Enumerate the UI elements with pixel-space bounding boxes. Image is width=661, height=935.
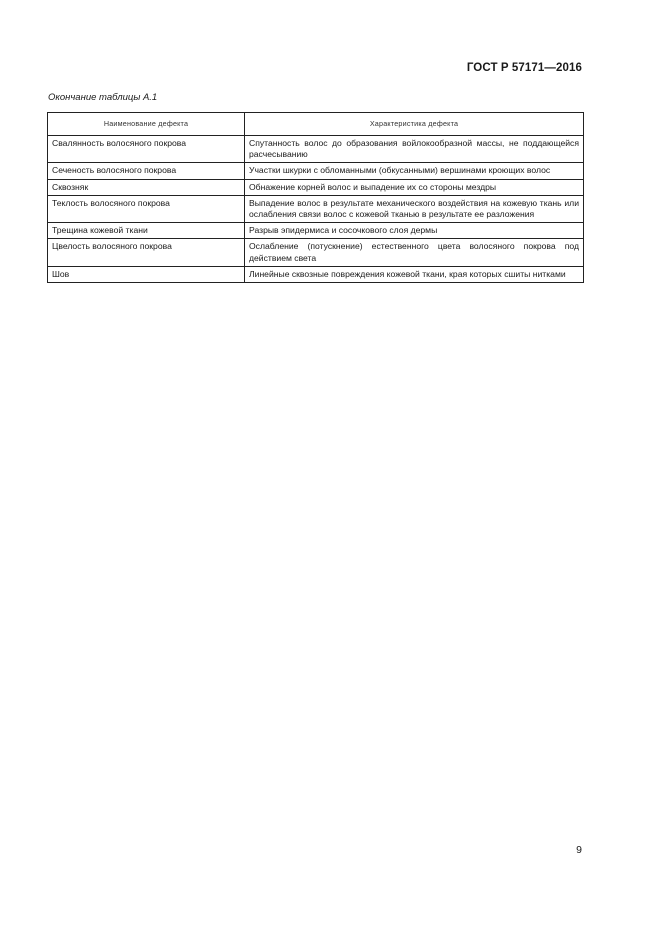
defect-description-cell: Линейные сквозные повреждения кожевой ткани, края которых сшиты нитками [245,266,584,282]
defect-description-cell: Разрыв эпидермиса и сосочкового слоя дермы [245,223,584,239]
table-row [48,179,584,195]
column-header-defect-name: Наименование дефекта [48,113,245,136]
defect-description-cell: Участки шкурки с обломанными (обкусанными) вершинами кроющих волос [245,163,584,179]
defect-description-cell: Выпадение волос в результате механического воздействия на кожевую ткань или ослабления связи волос с кожевой тканью в результате ее разложения [245,195,584,222]
defect-name-cell: Теклость волосяного покрова [48,195,245,222]
document-code: ГОСТ Р 57171—2016 [466,62,582,74]
table-row [48,136,584,163]
table-header-row [48,113,584,136]
table-row [48,223,584,239]
defect-name-cell: Сеченость волосяного покрова [48,163,245,179]
defect-description-cell: Спутанность волос до образования войлокообразной массы, не поддающейся расчесыванию [245,136,584,163]
table-row [48,266,584,282]
defect-name-cell: Сквозняк [48,179,245,195]
defect-name-cell: Свалянность волосяного покрова [48,136,245,163]
defect-name-cell: Шов [48,266,245,282]
defects-table [47,112,584,283]
defect-description-cell: Обнажение корней волос и выпадение их со стороны мездры [245,179,584,195]
defect-name-cell: Цвелость волосяного покрова [48,239,245,266]
table-caption: Окончание таблицы А.1 [48,92,158,103]
table-row [48,195,584,222]
defect-description-cell: Ослабление (потускнение) естественного цвета волосяного покрова под действием света [245,239,584,266]
defect-name-cell: Трещина кожевой ткани [48,223,245,239]
column-header-defect-description: Характеристика дефекта [245,113,584,136]
table-row [48,239,584,266]
page-number: 9 [576,844,582,856]
table-row [48,163,584,179]
